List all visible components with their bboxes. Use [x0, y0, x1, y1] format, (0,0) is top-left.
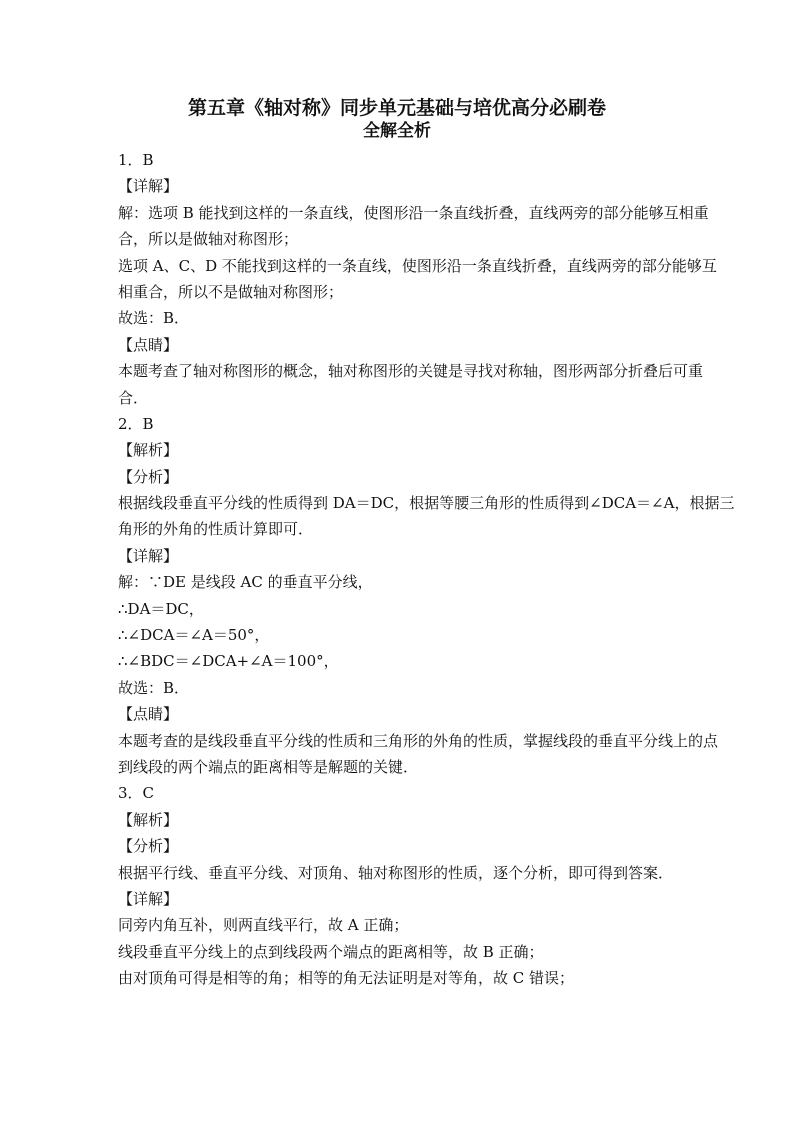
text-line: 解：选项 B 能找到这样的一条直线，使图形沿一条直线折叠，直线两旁的部分能够互相重 — [118, 203, 709, 222]
text-line: 本题考查的是线段垂直平分线的性质和三角形的外角的性质，掌握线段的垂直平分线上的点 — [118, 731, 719, 750]
text-line: 【点睛】 — [118, 705, 179, 724]
text-line: 相重合，所以不是做轴对称图形； — [118, 282, 344, 301]
text-line: 选项 A、C、D 不能找到这样的一条直线，使图形沿一条直线折叠，直线两旁的部分能够互 — [118, 256, 717, 275]
text-line: 线段垂直平分线上的点到线段两个端点的距离相等，故 B 正确； — [118, 942, 544, 961]
document-body — [118, 147, 735, 992]
text-line: ∴DA＝DC， — [118, 599, 204, 618]
text-line: ∴∠DCA＝∠A＝50°， — [118, 626, 270, 645]
text-line: 【解析】 — [118, 810, 179, 829]
document-subtitle: 全解全析 — [363, 121, 431, 141]
text-line: 根据线段垂直平分线的性质得到 DA＝DC，根据等腰三角形的性质得到∠DCA＝∠A，根据三 — [118, 494, 735, 513]
text-line: 【解析】 — [118, 441, 179, 460]
text-line: 【详解】 — [118, 546, 179, 565]
text-line: 解：∵DE 是线段 AC 的垂直平分线， — [118, 573, 373, 592]
text-line: 2．B — [118, 414, 154, 433]
text-line: 【分析】 — [118, 467, 179, 486]
text-line: ∴∠BDC＝∠DCA+∠A＝100°， — [118, 652, 339, 671]
text-line: 【详解】 — [118, 177, 179, 196]
text-line: 【详解】 — [118, 889, 179, 908]
text-line: 由对顶角可得是相等的角；相等的角无法证明是对等角，故 C 错误； — [118, 969, 575, 988]
document-title: 第五章《轴对称》同步单元基础与培优高分必刷卷 — [187, 97, 606, 119]
text-line: 【点睛】 — [118, 335, 179, 354]
text-line: 故选：B． — [118, 678, 190, 697]
text-line: 角形的外角的性质计算即可． — [118, 520, 314, 539]
text-line: 故选：B． — [118, 309, 190, 328]
text-line: 本题考查了轴对称图形的概念，轴对称图形的关键是寻找对称轴，图形两部分折叠后可重 — [118, 362, 704, 381]
text-line: 1．B — [118, 151, 154, 169]
text-line: 到线段的两个端点的距离相等是解题的关键． — [118, 757, 419, 776]
text-line: 3．C — [118, 784, 155, 803]
text-line: 合，所以是做轴对称图形； — [118, 230, 299, 249]
text-line: 【分析】 — [118, 837, 179, 856]
text-line: 根据平行线、垂直平分线、对顶角、轴对称图形的性质，逐个分析，即可得到答案． — [118, 863, 674, 882]
text-line: 合． — [118, 388, 149, 407]
text-line: 同旁内角互补，则两直线平行，故 A 正确； — [118, 916, 409, 935]
